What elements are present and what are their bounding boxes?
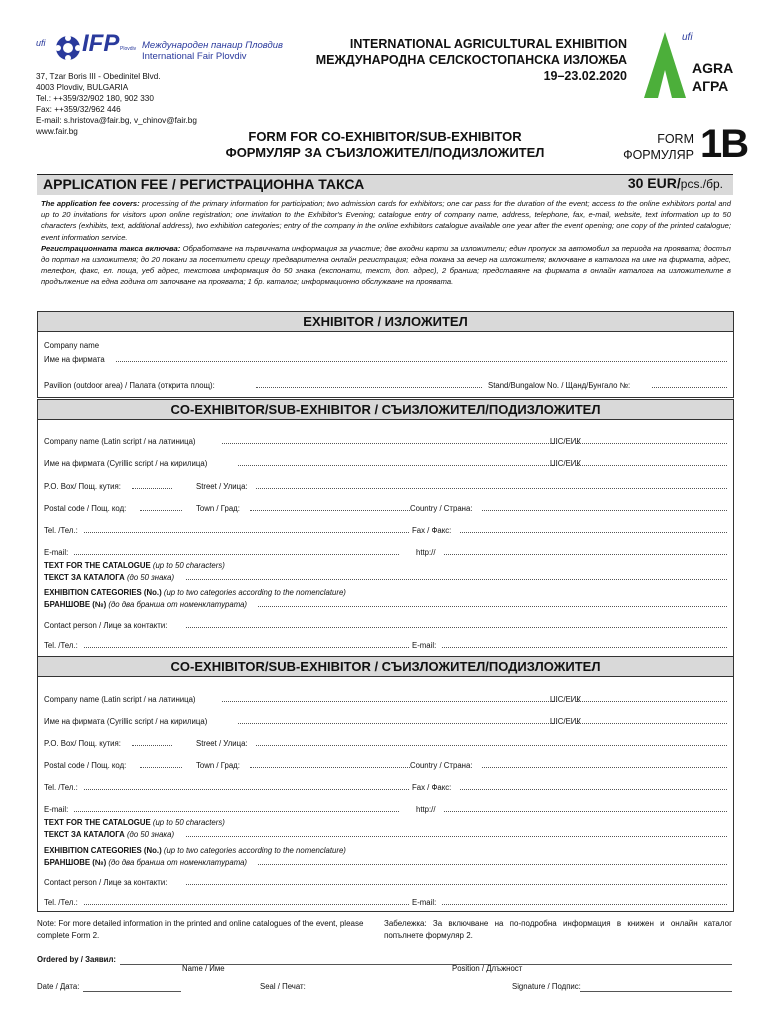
exhibition-title-en: INTERNATIONAL AGRICULTURAL EXHIBITION: [349, 37, 627, 51]
street-field[interactable]: [256, 745, 727, 746]
form-label-en: FORM: [657, 132, 694, 146]
categories-label-bg: [44, 857, 247, 868]
address-line: E-mail: s.hristova@fair.bg, v_chinov@fair.bg: [36, 116, 197, 125]
exhibition-dates: 19–23.02.2020: [543, 69, 627, 83]
stand-label: Stand/Bungalow No. / Щанд/Бунгало №:: [488, 381, 631, 390]
categories-en: EXHIBITION CATEGORIES (No.): [44, 588, 162, 597]
fee-description-bg: [41, 243, 731, 288]
categories-bg: БРАНШОВЕ (№): [44, 600, 107, 609]
fee-amount: 30 EUR/: [627, 175, 681, 191]
street-label: Street / Улица:: [196, 739, 248, 748]
categories-limit-en: (up to two categories according to the nomenclature): [163, 846, 346, 855]
contact-tel-field[interactable]: [84, 904, 409, 905]
fax-label: Fax / Факс:: [412, 526, 452, 535]
postal-code-field[interactable]: [140, 767, 182, 768]
uic-field[interactable]: [576, 723, 727, 724]
town-label: Town / Град:: [196, 504, 240, 513]
contact-email-label: E-mail:: [412, 898, 437, 907]
website-field[interactable]: [444, 811, 727, 812]
fee-text-bg: Обработване на първичната информация за участие; две входни карти за изложители; един пропуск за автомобил за периода на проявата; достъп до портал на изложителя; до 20 покани за посетители срещу предварителна онлайн регистрация; една покана за вечер на изложителя; включване в каталога на име на фирмата, адрес, телефон, факс, ел. поща, уеб адрес, текстова информация до 50 знака (експонати, текст, доп. адрес), 2 бранша; представяне на фирмата в онлайн каталога на изложителите в продължение на една година от започване на проявата; 1 бр. каталог; информационно обслужване на проявата.: [41, 243, 731, 287]
address-line: 4003 Plovdiv, BULGARIA: [36, 83, 129, 92]
seal-label: Seal / Печат:: [260, 982, 306, 991]
country-label: Country / Страна:: [410, 504, 473, 513]
exhibitor-section: [37, 311, 734, 398]
categories-limit-bg: (до два бранша от номенклатурата): [108, 600, 248, 609]
form-label: [616, 131, 694, 163]
tel-label: Tel. /Тел.:: [44, 526, 78, 535]
pobox-label: P.O. Box/ Пощ. кутия:: [44, 482, 121, 491]
address-line: Fax: ++359/32/962 446: [36, 105, 121, 114]
address-line: Tel.: ++359/32/902 180, 902 330: [36, 94, 154, 103]
form-title: [205, 129, 565, 161]
form-label-bg: ФОРМУЛЯР: [623, 148, 694, 162]
uic-label: UIC/ЕИК: [550, 717, 581, 726]
categories-field[interactable]: [258, 606, 727, 607]
fair-name-en: International Fair Plovdiv: [142, 51, 247, 62]
fee-lead-en: The application fee covers:: [41, 199, 140, 208]
contact-tel-label: Tel. /Тел.:: [44, 898, 78, 907]
website-field[interactable]: [444, 554, 727, 555]
postal-code-label: Postal code / Пощ. код:: [44, 761, 127, 770]
co-exhibitor-section-title: CO-EXHIBITOR/SUB-EXHIBITOR / СЪИЗЛОЖИТЕЛ/ПОДИЗЛОЖИТЕЛ: [38, 657, 733, 677]
fee-bar: [37, 174, 733, 195]
catalogue-text-en: TEXT FOR THE CATALOGUE: [44, 818, 151, 827]
catalogue-text-limit-en: (up to 50 characters): [152, 561, 225, 570]
tel-field[interactable]: [84, 532, 409, 533]
contact-tel-field[interactable]: [84, 647, 409, 648]
fee-description-en: [41, 198, 731, 243]
fax-label: Fax / Факс:: [412, 783, 452, 792]
contact-email-field[interactable]: [442, 904, 727, 905]
company-cyrillic-label: Име на фирмата (Cyrillic script / на кирилица): [44, 717, 208, 726]
catalogue-text-limit-bg: (до 50 знака): [126, 573, 175, 582]
pavilion-label: Pavilion (outdoor area) / Палата (открита площ):: [44, 381, 215, 390]
categories-limit-bg: (до два бранша от номенклатурата): [108, 858, 248, 867]
pobox-label: P.O. Box/ Пощ. кутия:: [44, 739, 121, 748]
email-field[interactable]: [74, 811, 399, 812]
fax-field[interactable]: [460, 789, 727, 790]
categories-en: EXHIBITION CATEGORIES (No.): [44, 846, 162, 855]
catalogue-text-en: TEXT FOR THE CATALOGUE: [44, 561, 151, 570]
fee-lead-bg: Регистрационната такса включва:: [41, 243, 181, 253]
catalogue-text-limit-bg: (до 50 знака): [126, 830, 175, 839]
fair-name-bg: Международен панаир Пловдив: [142, 40, 283, 51]
town-field[interactable]: [250, 767, 410, 768]
email-field[interactable]: [74, 554, 399, 555]
categories-bg: БРАНШОВЕ (№): [44, 858, 107, 867]
co-exhibitor-section-title: CO-EXHIBITOR/SUB-EXHIBITOR / СЪИЗЛОЖИТЕЛ/ПОДИЗЛОЖИТЕЛ: [38, 400, 733, 420]
contact-person-label: Contact person / Лице за контакти:: [44, 878, 168, 887]
contact-email-field[interactable]: [442, 647, 727, 648]
catalogue-text-bg: ТЕКСТ ЗА КАТАЛОГА: [44, 830, 125, 839]
fee-text-en: processing of the primary information for participation; two admission cards for exhibitors; one car pass for the duration of the event; access to the online exhibitors portal and up to 20 invitations for visitors upon online registration; one invitation to the Exhibitor's Evening; catalogue entry of company name, address, telephone, fax, e-mail, website, text information up to 50 characters (exhibits, text, additional address), two exhibition categories; entry of the company in the online exhibitors catalogue available one year after the event opening; one copy of the printed catalogue; event information service.: [41, 199, 731, 242]
town-field[interactable]: [250, 510, 410, 511]
ordered-by-label: Ordered by / Заявил:: [37, 955, 117, 964]
http-label: http://: [416, 805, 436, 814]
postal-code-label: Postal code / Пощ. код:: [44, 504, 127, 513]
agra-logo: [642, 30, 734, 105]
company-latin-field[interactable]: [222, 701, 557, 702]
country-field[interactable]: [482, 510, 727, 511]
fee-price: [628, 175, 723, 191]
ifp-wordmark: IFP: [82, 30, 120, 57]
company-cyrillic-field[interactable]: [238, 465, 557, 466]
categories-label-en: [44, 587, 346, 598]
town-label: Town / Град:: [196, 761, 240, 770]
email-label: E-mail:: [44, 805, 69, 814]
agra-bg: АГРА: [692, 78, 729, 94]
co-exhibitor-section-2: [37, 656, 734, 912]
company-latin-label: Company name (Latin script / на латиница): [44, 695, 196, 704]
contact-tel-label: Tel. /Тел.:: [44, 641, 78, 650]
catalogue-text-label-bg: [44, 829, 174, 840]
exhibition-title-bg: МЕЖДУНАРОДНА СЕЛСКОСТОПАНСКА ИЗЛОЖБА: [315, 53, 627, 67]
http-label: http://: [416, 548, 436, 557]
uic-label: UIC/ЕИК: [550, 459, 581, 468]
contact-person-field[interactable]: [186, 884, 727, 885]
fax-field[interactable]: [460, 532, 727, 533]
exhibition-title: [316, 36, 627, 84]
pavilion-field[interactable]: [256, 387, 482, 388]
form-title-bg: ФОРМУЛЯР ЗА СЪИЗЛОЖИТЕЛ/ПОДИЗЛОЖИТЕЛ: [225, 145, 545, 160]
company-name-label: Company name: [44, 341, 100, 350]
contact-person-field[interactable]: [186, 627, 727, 628]
catalogue-text-label-en: [44, 560, 225, 571]
categories-limit-en: (up to two categories according to the nomenclature): [163, 588, 346, 597]
note-en: Note: For more detailed information in the printed and online catalogues of the event, please complete Form 2.: [37, 919, 364, 940]
country-field[interactable]: [482, 767, 727, 768]
company-cyrillic-label: Име на фирмата (Cyrillic script / на кирилица): [44, 459, 208, 468]
address-line: 37, Tzar Boris III - Obedinitel Blvd.: [36, 72, 161, 81]
postal-code-field[interactable]: [140, 510, 182, 511]
signature-field[interactable]: [580, 991, 732, 992]
company-latin-label: Company name (Latin script / на латиница): [44, 437, 196, 446]
form-title-en: FORM FOR CO-EXHIBITOR/SUB-EXHIBITOR: [248, 129, 522, 144]
catalogue-text-limit-en: (up to 50 characters): [152, 818, 225, 827]
fee-description: [41, 198, 731, 288]
exhibitor-section-title: EXHIBITOR / ИЗЛОЖИТЕЛ: [38, 312, 733, 332]
date-label: Date / Дата:: [37, 982, 80, 991]
pobox-field[interactable]: [132, 745, 172, 746]
catalogue-text-field[interactable]: [186, 579, 727, 580]
uic-field[interactable]: [576, 465, 727, 466]
country-label: Country / Страна:: [410, 761, 473, 770]
street-field[interactable]: [256, 488, 727, 489]
company-cyrillic-field[interactable]: [238, 723, 557, 724]
categories-label-bg: [44, 599, 247, 610]
company-name-field[interactable]: [116, 361, 727, 362]
agra-ufi: ufi: [682, 32, 693, 43]
ifp-city: Plovdiv: [120, 46, 137, 52]
categories-field[interactable]: [258, 864, 727, 865]
uic-label: UIC/ЕИК: [550, 437, 581, 446]
uic-label: UIC/ЕИК: [550, 695, 581, 704]
tel-label: Tel. /Тел.:: [44, 783, 78, 792]
tel-field[interactable]: [84, 789, 409, 790]
contact-email-label: E-mail:: [412, 641, 437, 650]
email-label: E-mail:: [44, 548, 69, 557]
fee-title: APPLICATION FEE / РЕГИСТРАЦИОННА ТАКСА: [43, 176, 365, 192]
fee-unit: pcs./бр.: [680, 177, 723, 191]
uic-field[interactable]: [576, 443, 727, 444]
categories-label-en: [44, 845, 346, 856]
address-block: [36, 71, 197, 137]
agra-en: AGRA: [692, 60, 734, 76]
note-bg: Забележка: За включване на по-подробна информация в книжен и онлайн каталог попълнете формуляр 2.: [384, 919, 732, 940]
catalogue-text-bg: ТЕКСТ ЗА КАТАЛОГА: [44, 573, 125, 582]
street-label: Street / Улица:: [196, 482, 248, 491]
address-line: www.fair.bg: [36, 127, 78, 136]
catalogue-text-label-en: [44, 817, 225, 828]
co-exhibitor-section-1: [37, 399, 734, 657]
signature-label: Signature / Подпис:: [512, 982, 581, 991]
date-field[interactable]: [83, 991, 181, 992]
svg-text:ufi: ufi: [36, 38, 46, 48]
stand-field[interactable]: [652, 387, 727, 388]
uic-field[interactable]: [576, 701, 727, 702]
catalogue-text-field[interactable]: [186, 836, 727, 837]
form-number: 1B: [700, 122, 748, 166]
company-latin-field[interactable]: [222, 443, 557, 444]
company-name-bg-label: Име на фирмата: [44, 355, 105, 364]
position-caption: Position / Длъжност: [452, 964, 523, 973]
contact-person-label: Contact person / Лице за контакти:: [44, 621, 168, 630]
catalogue-text-label-bg: [44, 572, 174, 583]
name-caption: Name / Име: [182, 964, 225, 973]
pobox-field[interactable]: [132, 488, 172, 489]
